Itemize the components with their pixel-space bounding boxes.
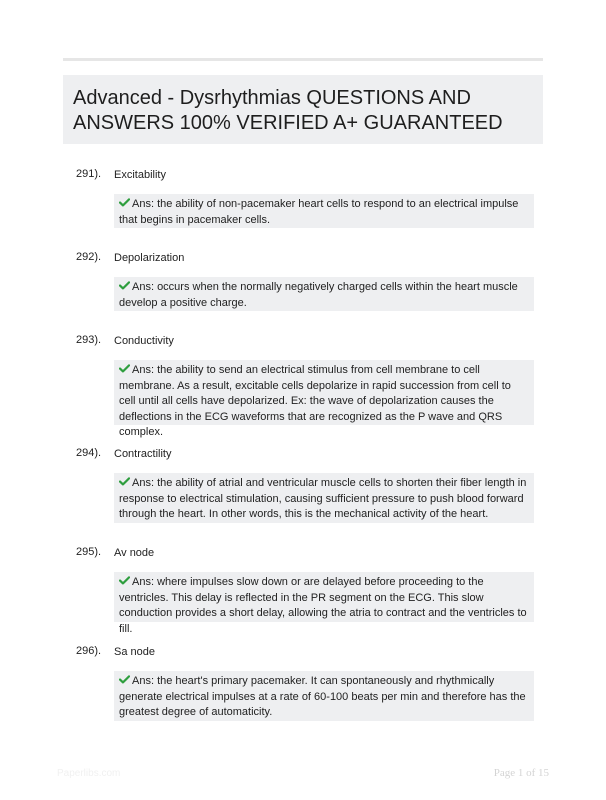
question-number: 294). xyxy=(76,447,102,459)
question-number: 296). xyxy=(76,645,102,657)
answer-box xyxy=(114,277,534,311)
answer-box xyxy=(114,360,534,438)
checkmark-icon xyxy=(119,364,130,373)
checkmark-icon xyxy=(119,576,130,585)
question-number: 293). xyxy=(76,334,102,346)
answer-box xyxy=(114,473,534,523)
question-number: 295). xyxy=(76,546,102,558)
answer-box xyxy=(114,671,534,721)
question-term: Av node xyxy=(114,547,155,559)
checkmark-icon xyxy=(119,198,130,207)
answer-text: Ans: the heart's primary pacemaker. It can spontaneously and rhythmically generate electrical impulses at a rate of 60-100 beats per min and therefore has the greatest degree of automaticity. xyxy=(119,675,526,718)
checkmark-icon xyxy=(119,281,130,290)
page-number: Page 1 of 15 xyxy=(493,767,549,779)
question-term: Contractility xyxy=(114,448,172,460)
footer-watermark: Paperlibs.com xyxy=(57,768,121,779)
checkmark-icon xyxy=(119,675,130,684)
top-divider xyxy=(63,58,543,61)
question-term: Depolarization xyxy=(114,252,185,264)
checkmark-icon xyxy=(119,477,130,486)
answer-text: Ans: occurs when the normally negatively charged cells within the heart muscle develop a positive charge. xyxy=(119,281,518,309)
document-title: Advanced - Dysrhythmias QUESTIONS AND ANSWERS 100% VERIFIED A+ GUARANTEED xyxy=(73,87,503,134)
answer-text: Ans: the ability to send an electrical stimulus from cell membrane to cell membrane. As a result, excitable cells depolarize in rapid succession from cell to cell until all cells have depolarized. Ex: the wave of depolarization causes the deflections in the ECG waveforms that are recognized as the P wave and QRS complex. xyxy=(119,364,511,438)
question-number: 292). xyxy=(76,251,102,263)
question-term: Conductivity xyxy=(114,335,174,347)
question-term: Excitability xyxy=(114,169,166,181)
answer-box xyxy=(114,572,534,635)
answer-box xyxy=(114,194,534,228)
answer-text: Ans: where impulses slow down or are delayed before proceeding to the ventricles. This delay is reflected in the PR segment on the ECG. This slow conduction provides a short delay, allowing the atria to contract and the ventricles to fill. xyxy=(119,576,527,635)
question-term: Sa node xyxy=(114,646,155,658)
question-number: 291). xyxy=(76,168,102,180)
answer-text: Ans: the ability of non-pacemaker heart cells to respond to an electrical impulse that begins in pacemaker cells. xyxy=(119,198,519,226)
answer-text: Ans: the ability of atrial and ventricular muscle cells to shorten their fiber length in response to electrical stimulation, causing sufficient pressure to push blood forward through the heart. In other words, this is the mechanical activity of the heart. xyxy=(119,477,527,520)
title-banner xyxy=(63,75,543,144)
